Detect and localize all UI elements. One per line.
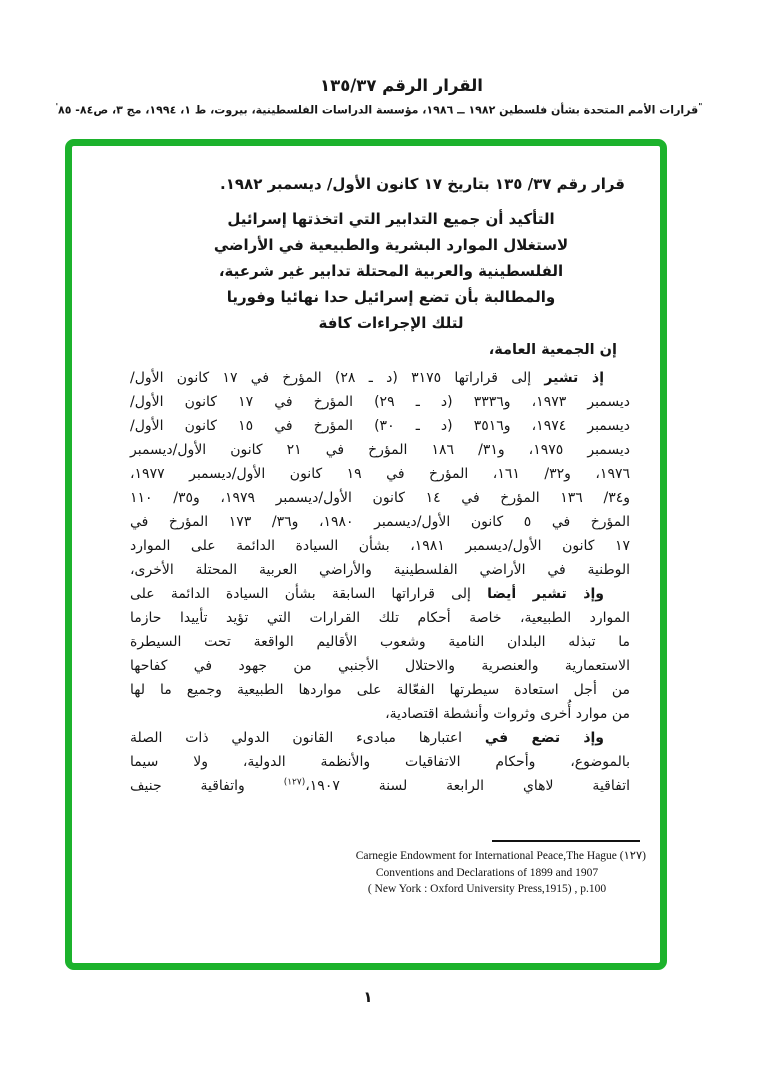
footnote-reference-marker: (١٢٧) <box>283 777 306 788</box>
text-line: الاستعمارية والعنصرية والاحتلال الأجنبي من جهود في كفاحها <box>130 658 630 674</box>
text-line <box>130 582 630 606</box>
footnote-line: Conventions and Declarations of 1899 and 1907 <box>375 866 599 879</box>
paragraph-lead: وإذ تشير أيضا <box>487 586 604 602</box>
paragraph-lead: وإذ تضع في <box>484 730 605 746</box>
footnote-text: Carnegie Endowment for International Peace,The Hague <box>355 850 617 862</box>
paragraph-lead-rest: إلى قراراتها ٣١٧٥ (د ـ ٢٨) المؤرخ في ١٧ كانون الأول/ <box>130 370 545 386</box>
text-line <box>130 774 630 798</box>
paragraph-recalling <box>130 366 630 582</box>
subject-line: التأكيد أن جميع التدابير التي اتخذتها إسرائيل <box>227 210 555 228</box>
paragraph-lead-rest: إلى قراراتها السابقة بشأن السيادة الدائمة على <box>130 586 488 602</box>
text-line: ديسمبر ١٩٧٥، و٣١/ ١٨٦ المؤرخ في ٢١ كانون الأول/ديسمبر <box>130 442 631 458</box>
text-segment: اتفاقية لاهاي الرابعة لسنة ١٩٠٧، <box>305 778 630 794</box>
source-citation <box>0 102 758 117</box>
text-line: ١٩٧٦، و٣٢/ ١٦١، المؤرخ في ١٩ كانون الأول/ديسمبر ١٩٧٧، <box>130 466 630 482</box>
text-line: ما تبذله البلدان النامية وشعوب الأقاليم الواقعة تحت السيطرة <box>130 634 630 650</box>
text-line: الموارد الطبيعية، خاصة أحكام تلك القرارات التي تؤيد تأييدا حازما <box>130 610 630 626</box>
subject-line: الفلسطينية والعربية المحتلة تدابير غير شرعية، <box>218 262 564 280</box>
text-segment: واتفاقية جنيف <box>130 778 284 794</box>
citation-text: قرارات الأمم المتحدة بشأن فلسطين ١٩٨٢ ــ ١٩٨٦، مؤسسة الدراسات الفلسطينية، بيروت، ط ١، ١٩٩٤، مج ٣، ص٨٤- ٨٥ <box>58 103 699 117</box>
footnote-line: ( New York : Oxford University Press,1915) , p.100 <box>367 883 607 895</box>
text-line <box>130 726 630 750</box>
paragraph-lead: إذ تشير <box>544 370 605 386</box>
text-line: ديسمبر ١٩٧٤، و٣٥١٦ (د ـ ٣٠) المؤرخ في ١٥ كانون الأول/ <box>130 418 631 434</box>
subject-line: والمطالبة بأن تضع إسرائيل حدا نهائيا وفوريا <box>226 288 556 306</box>
text-line: الوطنية في الأراضي الفلسطينية والأراضي العربية المحتلة الأخرى، <box>130 562 630 578</box>
footnote-line <box>328 848 646 865</box>
text-line: من موارد أُخرى وثروات وأنشطة اقتصادية، <box>385 706 630 722</box>
footnote-divider <box>492 840 640 842</box>
citation-start-mark: " <box>698 102 703 111</box>
text-line: من أجل استعادة سيطرتها الفعّالة على مواردها الطبيعية وجميع ما لها <box>130 682 630 698</box>
text-line: و٣٤/ ١٣٦ المؤرخ في ١٤ كانون الأول/ديسمبر ١٩٧٩، و٣٥/ ١١٠ <box>130 490 631 506</box>
text-line: المؤرخ في ٥ كانون الأول/ديسمبر ١٩٨٠، و٣٦/ ١٧٣ المؤرخ في <box>130 514 631 530</box>
green-frame <box>65 139 667 970</box>
subject-line: لتلك الإجراءات كافة <box>318 314 464 332</box>
text-line: ديسمبر ١٩٧٣، و٣٣٣٦ (د ـ ٢٩) المؤرخ في ١٧ كانون الأول/ <box>130 394 631 410</box>
text-line <box>130 366 630 390</box>
text-line: ١٧ كانون الأول/ديسمبر ١٩٨١، بشأن السيادة الدائمة على الموارد <box>130 538 630 554</box>
page-title: القرار الرقم ١٣٥/٣٧ <box>320 76 483 95</box>
page-number: ١ <box>363 988 373 1006</box>
paragraph-bearing-in-mind <box>130 726 630 798</box>
subject-line: لاستغلال الموارد البشرية والطبيعية في الأراضي <box>213 236 569 254</box>
citation-end-mark: ' <box>55 102 59 111</box>
text-line: بالموضوع، وأحكام الاتفاقيات والأنظمة الدولية، ولا سيما <box>130 754 630 770</box>
footnote-number: (١٢٧) <box>619 850 646 862</box>
preamble-opening: إن الجمعية العامة، <box>488 342 617 358</box>
resolution-title-line: قرار رقم ٣٧/ ١٣٥ بتاريخ ١٧ كانون الأول/ ديسمبر ١٩٨٢. <box>220 175 625 193</box>
footnote-block <box>328 848 646 898</box>
paragraph-recalling-also <box>130 582 630 726</box>
resolution-subject-block <box>152 206 630 336</box>
paragraph-lead-rest: اعتبارها مبادىء القانون الدولي ذات الصلة <box>130 730 485 746</box>
